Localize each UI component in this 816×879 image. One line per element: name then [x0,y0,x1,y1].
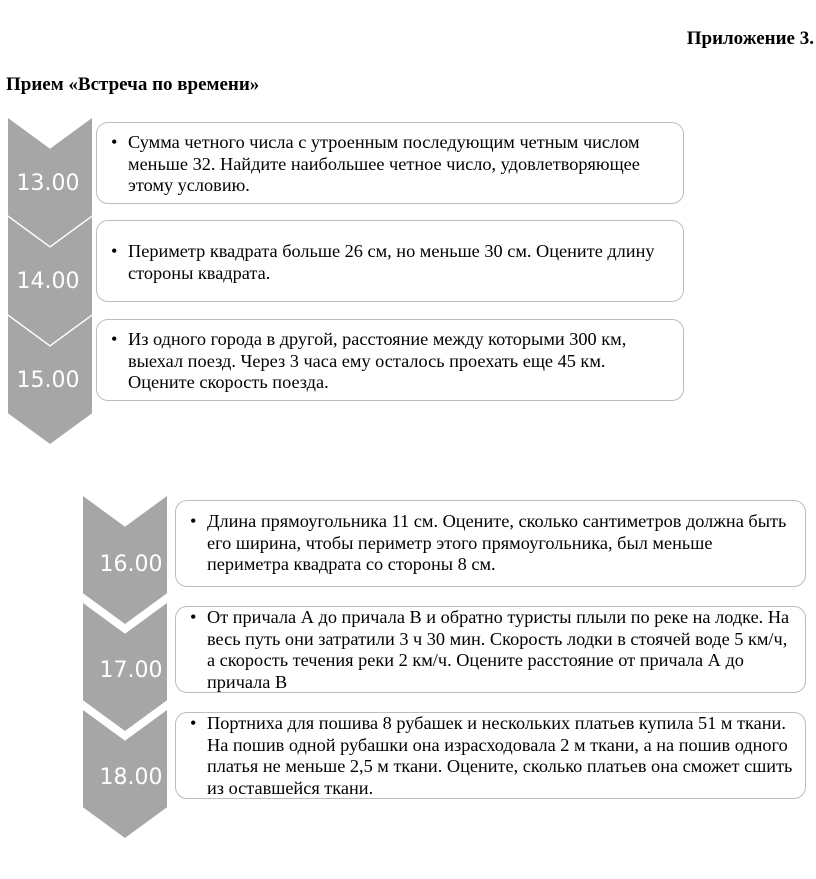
task-box-18 [175,712,806,799]
task-text-14: • Периметр квадрата больше 26 см, но меньше 30 см. Оцените длину стороны квадрата. [111,241,675,284]
task-text-16: • Длина прямоугольника 11 см. Оцените, сколько сантиметров должна быть его ширина, чтобы периметр этого прямоугольника, был меньше периметра квадрата со стороны 8 см. [190,511,797,576]
task-box-17 [175,606,806,693]
time-label-15: 15.00 [16,368,80,393]
time-label-13: 13.00 [16,171,80,196]
task-text-15: • Из одного города в другой, расстояние между которыми 300 км, выехал поезд. Через 3 часа ему осталось проехать еще 45 км. Оцените скорость поезда. [111,329,675,394]
task-box-14 [96,220,684,302]
time-label-17: 17.00 [99,658,163,683]
time-label-14: 14.00 [16,269,80,294]
task-box-15 [96,319,684,401]
page-title: Прием «Встреча по времени» [6,74,260,95]
time-label-18: 18.00 [99,765,163,790]
task-text-18: • Портниха для пошива 8 рубашек и нескольких платьев купила 51 м ткани. На пошив одной рубашки она израсходовала 2 м ткани, а на пошив одного платья не меньше 2,5 м ткани. Оцените, сколько платьев она сможет сшить из оставшейся ткани. [190,713,797,799]
task-text-13: • Сумма четного числа с утроенным последующим четным числом меньше 32. Найдите наибольшее четное число, удовлетворяющее этому условию. [111,132,675,197]
task-box-16 [175,500,806,587]
time-label-16: 16.00 [99,552,163,577]
task-box-13 [96,122,684,204]
task-text-17: • От причала А до причала В и обратно туристы плыли по реке на лодке. На весь путь они затратили 3 ч 30 мин. Скорость лодки в стоячей воде 5 км/ч, а скорость течения реки 2 км/ч. Оцените расстояние от причала А до причала В [190,607,797,693]
appendix-label: Приложение 3. [686,28,814,49]
